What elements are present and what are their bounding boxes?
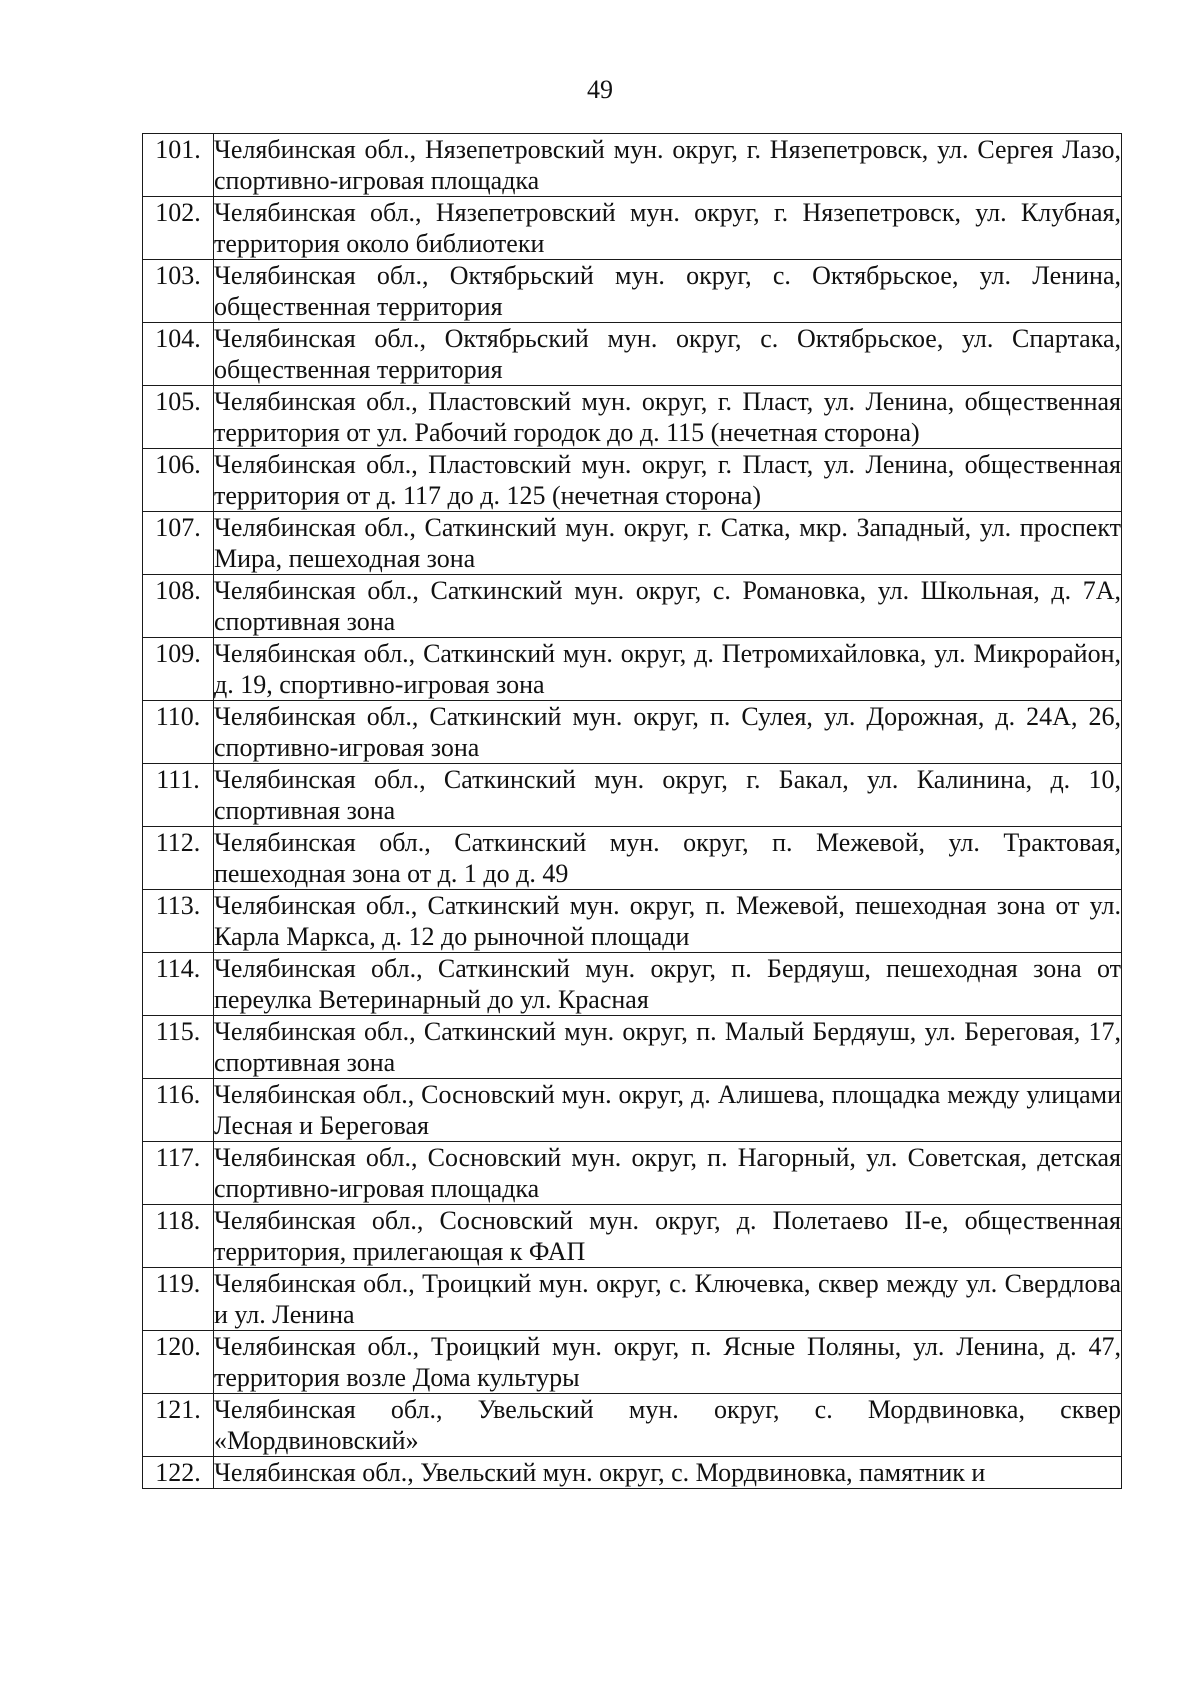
- row-number: 101.: [143, 134, 214, 197]
- row-number: 120.: [143, 1331, 214, 1394]
- row-number: 116.: [143, 1079, 214, 1142]
- row-number: 104.: [143, 323, 214, 386]
- table-row: [143, 134, 1122, 197]
- row-number: 119.: [143, 1268, 214, 1331]
- table-row: [143, 1268, 1122, 1331]
- table-row: [143, 386, 1122, 449]
- table-row: [143, 1331, 1122, 1394]
- row-number: 103.: [143, 260, 214, 323]
- table-row: [143, 827, 1122, 890]
- row-description: Челябинская обл., Пластовский мун. округ, г. Пласт, ул. Ленина, общественная территория от ул. Рабочий городок до д. 115 (нечетная сторона): [214, 387, 1121, 447]
- row-description: Челябинская обл., Саткинский мун. округ, п. Сулея, ул. Дорожная, д. 24А, 26, спортивно-игровая зона: [214, 702, 1121, 762]
- territory-table-body: [143, 134, 1122, 1489]
- row-description: Челябинская обл., Саткинский мун. округ, п. Межевой, пешеходная зона от ул. Карла Маркса, д. 12 до рыночной площади: [214, 891, 1121, 951]
- row-description: Челябинская обл., Саткинский мун. округ, с. Романовка, ул. Школьная, д. 7А, спортивная зона: [214, 576, 1121, 636]
- row-number: 106.: [143, 449, 214, 512]
- row-number: 121.: [143, 1394, 214, 1457]
- table-row: [143, 323, 1122, 386]
- table-row: [143, 638, 1122, 701]
- table-row: [143, 890, 1122, 953]
- table-row: [143, 1394, 1122, 1457]
- row-description: Челябинская обл., Нязепетровский мун. округ, г. Нязепетровск, ул. Клубная, территория около библиотеки: [214, 198, 1121, 258]
- table-row: [143, 764, 1122, 827]
- table-row: [143, 953, 1122, 1016]
- row-description: Челябинская обл., Пластовский мун. округ, г. Пласт, ул. Ленина, общественная территория от д. 117 до д. 125 (нечетная сторона): [214, 450, 1121, 510]
- table-row: [143, 575, 1122, 638]
- row-description: Челябинская обл., Увельский мун. округ, с. Мордвиновка, сквер «Мордвиновский»: [214, 1395, 1121, 1455]
- table-row: [143, 1079, 1122, 1142]
- row-number: 113.: [143, 890, 214, 953]
- table-row: [143, 260, 1122, 323]
- table-row: [143, 1205, 1122, 1268]
- row-description: Челябинская обл., Саткинский мун. округ, д. Петромихайловка, ул. Микрорайон, д. 19, спортивно-игровая зона: [214, 639, 1121, 699]
- row-description: Челябинская обл., Троицкий мун. округ, п. Ясные Поляны, ул. Ленина, д. 47, территория возле Дома культуры: [214, 1332, 1121, 1392]
- row-description: Челябинская обл., Сосновский мун. округ, д. Полетаево II-е, общественная территория, прилегающая к ФАП: [214, 1206, 1121, 1266]
- row-number: 110.: [143, 701, 214, 764]
- row-description: Челябинская обл., Октябрьский мун. округ, с. Октябрьское, ул. Спартака, общественная территория: [214, 324, 1121, 384]
- territory-table: [142, 133, 1122, 1489]
- row-description: Челябинская обл., Увельский мун. округ, с. Мордвиновка, памятник и: [214, 1457, 1122, 1489]
- row-number: 114.: [143, 953, 214, 1016]
- page-number: 49: [587, 75, 613, 104]
- row-description: Челябинская обл., Октябрьский мун. округ, с. Октябрьское, ул. Ленина, общественная территория: [214, 261, 1121, 321]
- row-description: Челябинская обл., Саткинский мун. округ, г. Сатка, мкр. Западный, ул. проспект Мира, пешеходная зона: [214, 513, 1121, 573]
- table-row: [143, 701, 1122, 764]
- row-number: 117.: [143, 1142, 214, 1205]
- row-number: 122.: [143, 1457, 214, 1489]
- table-row: [143, 1457, 1122, 1489]
- row-number: 115.: [143, 1016, 214, 1079]
- row-description: Челябинская обл., Саткинский мун. округ, п. Малый Бердяуш, ул. Береговая, 17, спортивная зона: [214, 1017, 1121, 1077]
- row-number: 105.: [143, 386, 214, 449]
- row-description: Челябинская обл., Саткинский мун. округ, п. Межевой, ул. Трактовая, пешеходная зона от д. 1 до д. 49: [214, 828, 1121, 888]
- row-description: Челябинская обл., Сосновский мун. округ, д. Алишева, площадка между улицами Лесная и Береговая: [214, 1080, 1121, 1140]
- table-row: [143, 1142, 1122, 1205]
- row-number: 118.: [143, 1205, 214, 1268]
- row-number: 102.: [143, 197, 214, 260]
- row-description: Челябинская обл., Саткинский мун. округ, г. Бакал, ул. Калинина, д. 10, спортивная зона: [214, 765, 1121, 825]
- row-number: 109.: [143, 638, 214, 701]
- row-description: Челябинская обл., Сосновский мун. округ, п. Нагорный, ул. Советская, детская спортивно-игровая площадка: [214, 1143, 1121, 1203]
- table-row: [143, 512, 1122, 575]
- row-number: 107.: [143, 512, 214, 575]
- row-number: 108.: [143, 575, 214, 638]
- row-description: Челябинская обл., Троицкий мун. округ, с. Ключевка, сквер между ул. Свердлова и ул. Ленина: [214, 1269, 1121, 1329]
- table-row: [143, 197, 1122, 260]
- row-number: 111.: [143, 764, 214, 827]
- table-row: [143, 449, 1122, 512]
- row-description: Челябинская обл., Саткинский мун. округ, п. Бердяуш, пешеходная зона от переулка Ветеринарный до ул. Красная: [214, 954, 1121, 1014]
- row-description: Челябинская обл., Нязепетровский мун. округ, г. Нязепетровск, ул. Сергея Лазо, спортивно-игровая площадка: [214, 135, 1121, 195]
- table-row: [143, 1016, 1122, 1079]
- row-number: 112.: [143, 827, 214, 890]
